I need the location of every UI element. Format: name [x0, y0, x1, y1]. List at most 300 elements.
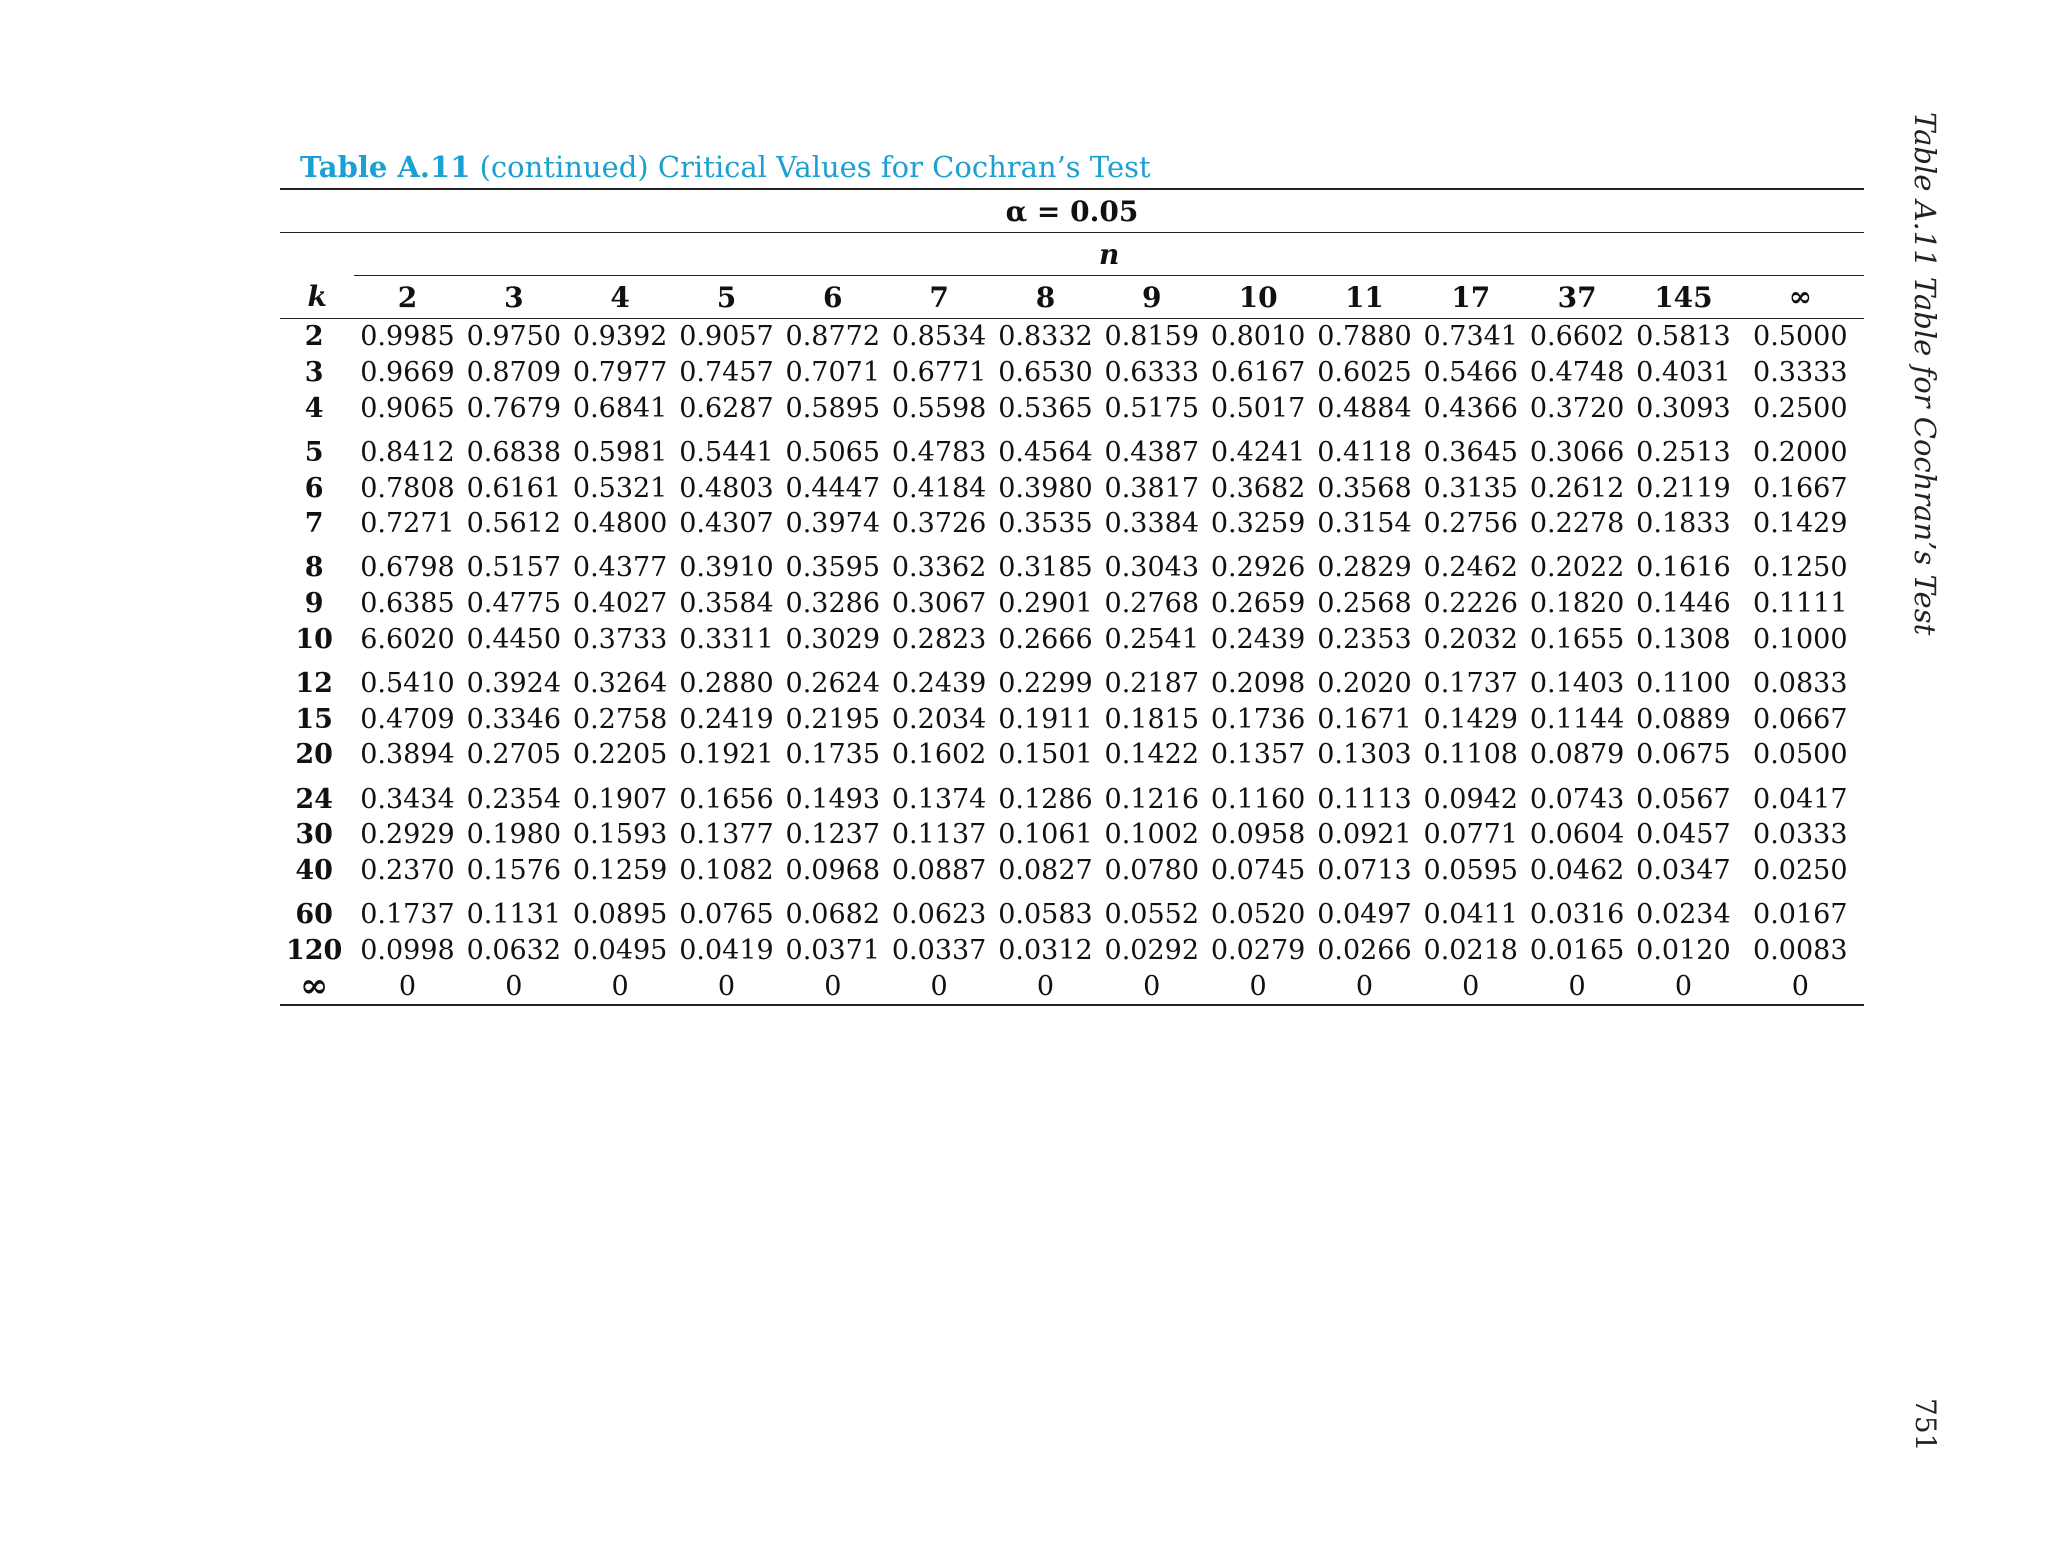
critical-value-cell: 0.1593	[572, 819, 668, 851]
critical-value-cell: 0.5612	[466, 508, 562, 540]
critical-value-cell: 0.0675	[1636, 739, 1731, 771]
critical-value-cell: 0.1671	[1317, 703, 1412, 735]
critical-value-cell: 0.1616	[1636, 552, 1731, 584]
critical-value-cell: 0.3924	[466, 668, 562, 700]
critical-value-cell: 0.1833	[1636, 508, 1731, 540]
critical-value-cell: 0.3535	[998, 508, 1093, 540]
critical-value-cell: 0	[567, 968, 673, 1005]
critical-value-cell: 0.1501	[998, 739, 1093, 771]
critical-value-cell: 0.1111	[1753, 588, 1848, 620]
critical-value-cell: 0.7071	[785, 357, 881, 389]
critical-value-cell: 0.0419	[679, 934, 774, 966]
critical-value-cell: 0.1308	[1636, 623, 1731, 655]
alpha-header: α = 0.05	[280, 189, 1864, 233]
critical-value-cell: 0.3980	[998, 472, 1093, 504]
critical-value-cell: 0.0333	[1753, 819, 1848, 851]
critical-value-cell: 0.1286	[998, 783, 1093, 815]
critical-value-cell: 0	[780, 968, 886, 1005]
critical-value-cell: 0.3154	[1317, 508, 1412, 540]
critical-value-cell: 0.0998	[360, 934, 455, 966]
n-column-header: 9	[1099, 276, 1205, 319]
n-column-header: 8	[992, 276, 1098, 319]
critical-value-cell: 0.1736	[1210, 703, 1306, 735]
critical-value-cell: 0.3264	[572, 668, 668, 700]
critical-value-cell: 0.1374	[891, 783, 987, 815]
critical-value-cell: 0.2032	[1423, 623, 1518, 655]
critical-value-cell: 0.3645	[1423, 436, 1518, 468]
critical-value-cell: 0.5017	[1210, 392, 1306, 424]
n-column-header: 3	[461, 276, 567, 319]
n-column-header: 17	[1418, 276, 1524, 319]
critical-value-cell: 0.0316	[1529, 899, 1625, 931]
critical-value-cell: 0.0165	[1529, 934, 1625, 966]
critical-value-cell: 0.1735	[785, 739, 881, 771]
critical-value-cell: 0.1403	[1529, 668, 1625, 700]
n-column-header: 11	[1311, 276, 1417, 319]
table-row	[280, 817, 1864, 853]
critical-value-cell: 0.3259	[1210, 508, 1306, 540]
critical-value-cell: 0.2901	[998, 588, 1093, 620]
critical-value-cell: 0.1144	[1529, 703, 1625, 735]
critical-value-cell: 0.3333	[1753, 357, 1848, 389]
critical-value-cell: 0.0417	[1753, 783, 1848, 815]
critical-value-cell: 0.0833	[1753, 668, 1848, 700]
critical-value-cell: 0.0411	[1423, 899, 1518, 931]
table-row	[280, 542, 1864, 586]
page-number	[1910, 1398, 1946, 1458]
critical-value-cell: 0.0743	[1529, 783, 1625, 815]
critical-value-cell: 0.1656	[679, 783, 774, 815]
table-row	[280, 622, 1864, 658]
critical-value-cell: 0.2768	[1104, 588, 1200, 620]
critical-value-cell: 0.2187	[1104, 668, 1200, 700]
critical-value-cell: 0.5321	[572, 472, 668, 504]
critical-value-cell: 0.9057	[679, 321, 774, 353]
critical-value-cell: 0.1815	[1104, 703, 1200, 735]
critical-value-cell: 0.1002	[1104, 819, 1200, 851]
critical-value-cell: 0.0520	[1210, 899, 1306, 931]
critical-value-cell: 0.0167	[1753, 899, 1848, 931]
n-column-header: ∞	[1737, 276, 1864, 319]
critical-value-cell: 0.6838	[466, 436, 562, 468]
critical-value-cell: 0.9065	[360, 392, 455, 424]
critical-value-cell: 0.0667	[1753, 703, 1848, 735]
critical-value-cell: 0.8772	[785, 321, 881, 353]
critical-value-cell: 0.1576	[466, 854, 562, 886]
critical-value-cell: 0.2705	[466, 739, 562, 771]
critical-value-cell: 0.1911	[998, 703, 1093, 735]
table-row	[280, 968, 1864, 1005]
critical-value-cell: 0.3286	[785, 588, 881, 620]
critical-value-cell: 0.4031	[1636, 357, 1731, 389]
n-column-header: 10	[1205, 276, 1311, 319]
critical-value-cell: 0.2278	[1529, 508, 1625, 540]
running-head	[1908, 112, 1946, 636]
critical-value-cell: 0.1429	[1753, 508, 1848, 540]
critical-value-cell: 0.0120	[1636, 934, 1731, 966]
critical-value-cell: 0.6841	[572, 392, 668, 424]
critical-value-cell: 0.2541	[1104, 623, 1200, 655]
k-value: ∞	[280, 968, 354, 1005]
critical-value-cell: 0.3595	[785, 552, 881, 584]
critical-value-cell: 0.0895	[572, 899, 668, 931]
critical-value-cell: 0.0218	[1423, 934, 1518, 966]
critical-value-cell: 0.1667	[1753, 472, 1848, 504]
critical-value-cell: 0.4450	[466, 623, 562, 655]
n-column-header: 7	[886, 276, 992, 319]
critical-value-cell: 0.3362	[891, 552, 987, 584]
critical-value-cell: 0.0292	[1104, 934, 1200, 966]
k-value: 7	[304, 508, 324, 540]
critical-value-cell: 0	[1418, 968, 1524, 1005]
critical-value-cell: 0	[1737, 968, 1864, 1005]
critical-value-cell: 0.9392	[572, 321, 668, 353]
critical-value-cell: 0.2299	[998, 668, 1093, 700]
critical-value-cell: 0.1259	[572, 854, 668, 886]
critical-value-cell: 0.7808	[360, 472, 455, 504]
table-row	[280, 657, 1864, 701]
critical-value-cell: 0.4118	[1317, 436, 1412, 468]
critical-value-cell: 0.1602	[891, 739, 987, 771]
critical-value-cell: 0.8332	[998, 321, 1093, 353]
k-value: 8	[304, 552, 324, 584]
critical-value-cell: 0.8709	[466, 357, 562, 389]
critical-value-cell: 0.0567	[1636, 783, 1731, 815]
critical-value-cell: 0.5065	[785, 436, 881, 468]
critical-value-cell: 0.0889	[1636, 703, 1731, 735]
critical-value-cell: 0.4241	[1210, 436, 1306, 468]
critical-value-cell: 0.0765	[679, 899, 774, 931]
critical-value-cell: 0.1000	[1753, 623, 1848, 655]
table-row	[280, 426, 1864, 470]
k-value: 40	[295, 854, 333, 886]
critical-value-cell: 0.8159	[1104, 321, 1200, 353]
critical-value-cell: 0.5441	[679, 436, 774, 468]
critical-value-cell: 0.2659	[1210, 588, 1306, 620]
table-row	[280, 701, 1864, 737]
critical-value-cell: 0	[1205, 968, 1311, 1005]
k-value: 24	[295, 783, 333, 815]
k-value: 20	[295, 739, 333, 771]
critical-value-cell: 0.3135	[1423, 472, 1518, 504]
critical-value-cell: 0.3043	[1104, 552, 1200, 584]
critical-value-cell: 0.1113	[1317, 783, 1412, 815]
critical-value-cell: 0.5365	[998, 392, 1093, 424]
n-header: n	[354, 233, 1864, 276]
critical-value-cell: 0.2829	[1317, 552, 1412, 584]
critical-value-cell: 0.8534	[891, 321, 987, 353]
critical-value-cell: 0.6167	[1210, 357, 1306, 389]
n-column-header: 4	[567, 276, 673, 319]
critical-value-cell: 0.1737	[360, 899, 455, 931]
k-value: 3	[304, 357, 324, 389]
table-row	[280, 390, 1864, 426]
critical-value-cell: 0.0623	[891, 899, 987, 931]
critical-value-cell: 0.0266	[1317, 934, 1412, 966]
critical-value-cell: 0.2439	[891, 668, 987, 700]
critical-value-cell: 0.5813	[1636, 321, 1731, 353]
critical-value-cell: 0.4447	[785, 472, 881, 504]
critical-value-cell: 0.1216	[1104, 783, 1200, 815]
critical-value-cell: 0.4387	[1104, 436, 1200, 468]
critical-value-cell: 0.1137	[891, 819, 987, 851]
critical-value-cell: 0.3584	[679, 588, 774, 620]
critical-value-cell: 0.3726	[891, 508, 987, 540]
n-column-header: 5	[673, 276, 779, 319]
critical-value-cell: 0.0462	[1529, 854, 1625, 886]
critical-value-cell: 0.2513	[1636, 436, 1731, 468]
critical-value-cell: 0.0312	[998, 934, 1093, 966]
critical-value-cell: 0.4377	[572, 552, 668, 584]
critical-value-cell: 0.0495	[572, 934, 668, 966]
critical-value-cell: 0	[673, 968, 779, 1005]
critical-value-cell: 0.4184	[891, 472, 987, 504]
critical-value-cell: 0.2758	[572, 703, 668, 735]
critical-value-cell: 0.6025	[1317, 357, 1412, 389]
n-column-header: 2	[354, 276, 460, 319]
critical-value-cell: 0.3817	[1104, 472, 1200, 504]
critical-value-cell: 0.0968	[785, 854, 881, 886]
blank-header-cell	[280, 233, 354, 276]
table-row	[280, 933, 1864, 969]
critical-value-cell: 0	[1630, 968, 1736, 1005]
table-caption	[300, 150, 1151, 184]
k-value: 4	[304, 392, 324, 424]
critical-value-cell: 0.5598	[891, 392, 987, 424]
critical-value-cell: 0.4564	[998, 436, 1093, 468]
critical-value-cell: 0.0921	[1317, 819, 1412, 851]
critical-value-cell: 0.0632	[466, 934, 562, 966]
critical-value-cell: 0	[354, 968, 460, 1005]
critical-value-cell: 0.1357	[1210, 739, 1306, 771]
critical-value-cell: 0.0083	[1753, 934, 1848, 966]
critical-value-cell: 0.4307	[679, 508, 774, 540]
critical-value-cell: 0.1250	[1753, 552, 1848, 584]
critical-value-cell: 0.5000	[1753, 321, 1848, 353]
critical-value-cell: 0.1160	[1210, 783, 1306, 815]
k-value: 5	[304, 436, 324, 468]
critical-value-cell: 0.0887	[891, 854, 987, 886]
table-row	[280, 355, 1864, 391]
critical-value-cell: 0.7271	[360, 508, 455, 540]
critical-value-cell: 0.3067	[891, 588, 987, 620]
critical-value-cell: 0.2929	[360, 819, 455, 851]
critical-value-cell: 0.0879	[1529, 739, 1625, 771]
critical-value-cell: 0.2098	[1210, 668, 1306, 700]
k-value: 15	[295, 703, 333, 735]
critical-value-cell: 0.0371	[785, 934, 881, 966]
critical-value-cell: 0.5175	[1104, 392, 1200, 424]
critical-value-cell: 0.9985	[360, 321, 455, 353]
critical-value-cell: 0.2926	[1210, 552, 1306, 584]
critical-value-cell: 0.2226	[1423, 588, 1518, 620]
n-column-header: 145	[1630, 276, 1736, 319]
critical-value-cell: 0.1820	[1529, 588, 1625, 620]
k-value: 6	[304, 472, 324, 504]
table-row	[280, 888, 1864, 932]
table-row	[280, 853, 1864, 889]
critical-value-cell: 0.0497	[1317, 899, 1412, 931]
table-row	[280, 470, 1864, 506]
critical-value-cell: 0.2034	[891, 703, 987, 735]
cochran-critical-values-table	[280, 188, 1864, 1006]
critical-value-cell: 0.0500	[1753, 739, 1848, 771]
critical-value-cell: 0.1082	[679, 854, 774, 886]
critical-value-cell: 0.1303	[1317, 739, 1412, 771]
critical-value-cell: 0.1422	[1104, 739, 1200, 771]
critical-value-cell: 0.6602	[1529, 321, 1625, 353]
critical-value-cell: 0.2022	[1529, 552, 1625, 584]
critical-value-cell: 0.5895	[785, 392, 881, 424]
critical-value-cell: 0.0745	[1210, 854, 1306, 886]
critical-value-cell: 0.6771	[891, 357, 987, 389]
critical-value-cell: 0.3974	[785, 508, 881, 540]
critical-value-cell: 0.7679	[466, 392, 562, 424]
critical-value-cell: 0.0942	[1423, 783, 1518, 815]
critical-value-cell: 0.4709	[360, 703, 455, 735]
critical-value-cell: 0.1980	[466, 819, 562, 851]
critical-value-cell: 0.2119	[1636, 472, 1731, 504]
critical-value-cell: 0.2756	[1423, 508, 1518, 540]
table-row	[280, 737, 1864, 773]
critical-value-cell: 0.2020	[1317, 668, 1412, 700]
critical-value-cell: 0.1131	[466, 899, 562, 931]
critical-value-cell: 0.9750	[466, 321, 562, 353]
critical-value-cell: 0.0682	[785, 899, 881, 931]
critical-value-cell: 0.0583	[998, 899, 1093, 931]
critical-value-cell: 0.8412	[360, 436, 455, 468]
critical-value-cell: 0	[1311, 968, 1417, 1005]
critical-value-cell: 0.3346	[466, 703, 562, 735]
critical-value-cell: 0.7977	[572, 357, 668, 389]
critical-value-cell: 0.2370	[360, 854, 455, 886]
critical-value-cell: 0.2568	[1317, 588, 1412, 620]
critical-value-cell: 0.0771	[1423, 819, 1518, 851]
table-row	[280, 586, 1864, 622]
k-value: 30	[295, 819, 333, 851]
critical-value-cell: 0.4783	[891, 436, 987, 468]
critical-value-cell: 6.6020	[360, 623, 455, 655]
critical-value-cell: 0.3720	[1529, 392, 1625, 424]
critical-value-cell: 0.3910	[679, 552, 774, 584]
n-column-header: 37	[1524, 276, 1630, 319]
critical-value-cell: 0.1446	[1636, 588, 1731, 620]
critical-value-cell: 0.3093	[1636, 392, 1731, 424]
n-column-header: 6	[780, 276, 886, 319]
critical-value-cell: 0.0250	[1753, 854, 1848, 886]
critical-value-cell: 0	[992, 968, 1098, 1005]
page-number-text: 751	[1909, 1398, 1942, 1452]
critical-value-cell: 0.1493	[785, 783, 881, 815]
critical-value-cell: 0.5410	[360, 668, 455, 700]
critical-value-cell: 0.0713	[1317, 854, 1412, 886]
critical-value-cell: 0.1655	[1529, 623, 1625, 655]
k-value: 9	[304, 588, 324, 620]
critical-value-cell: 0.4884	[1317, 392, 1412, 424]
critical-value-cell: 0.2624	[785, 668, 881, 700]
table-title: (continued) Critical Values for Cochran’s Test	[479, 150, 1151, 184]
critical-value-cell: 0.4775	[466, 588, 562, 620]
critical-value-cell: 0.7880	[1317, 321, 1412, 353]
critical-value-cell: 0.0347	[1636, 854, 1731, 886]
critical-value-cell: 0.2880	[679, 668, 774, 700]
critical-value-cell: 0.0958	[1210, 819, 1306, 851]
critical-value-cell: 0.4803	[679, 472, 774, 504]
critical-value-cell: 0.2354	[466, 783, 562, 815]
critical-value-cell: 0.7457	[679, 357, 774, 389]
critical-value-cell: 0.0457	[1636, 819, 1731, 851]
running-head-text: Table A.11 Table for Cochran’s Test	[1908, 112, 1942, 636]
critical-value-cell: 0.4027	[572, 588, 668, 620]
critical-value-cell: 0.0595	[1423, 854, 1518, 886]
critical-value-cell: 0.1061	[998, 819, 1093, 851]
critical-value-cell: 0.6287	[679, 392, 774, 424]
critical-value-cell: 0.2353	[1317, 623, 1412, 655]
table-row	[280, 773, 1864, 817]
critical-value-cell: 0	[461, 968, 567, 1005]
critical-value-cell: 0.6530	[998, 357, 1093, 389]
critical-value-cell: 0.3185	[998, 552, 1093, 584]
critical-value-cell: 0.6385	[360, 588, 455, 620]
critical-value-cell: 0.5981	[572, 436, 668, 468]
critical-value-cell: 0.1377	[679, 819, 774, 851]
critical-value-cell: 0.6161	[466, 472, 562, 504]
critical-value-cell: 0.1907	[572, 783, 668, 815]
critical-value-cell: 0.2823	[891, 623, 987, 655]
critical-value-cell: 0.1108	[1423, 739, 1518, 771]
critical-value-cell: 0.1429	[1423, 703, 1518, 735]
critical-value-cell: 0.8010	[1210, 321, 1306, 353]
critical-value-cell: 0.4366	[1423, 392, 1518, 424]
critical-value-cell: 0.3733	[572, 623, 668, 655]
critical-value-cell: 0.1237	[785, 819, 881, 851]
critical-value-cell: 0.7341	[1423, 321, 1518, 353]
critical-value-cell: 0.2439	[1210, 623, 1306, 655]
table-row	[280, 319, 1864, 355]
critical-value-cell: 0.2612	[1529, 472, 1625, 504]
critical-value-cell: 0.5157	[466, 552, 562, 584]
critical-value-cell: 0.0234	[1636, 899, 1731, 931]
critical-value-cell: 0.2000	[1753, 436, 1848, 468]
critical-value-cell: 0.2195	[785, 703, 881, 735]
critical-value-cell: 0.2462	[1423, 552, 1518, 584]
critical-value-cell: 0.3894	[360, 739, 455, 771]
critical-value-cell: 0.2205	[572, 739, 668, 771]
critical-value-cell: 0.0337	[891, 934, 987, 966]
critical-value-cell: 0.2419	[679, 703, 774, 735]
critical-value-cell: 0.2500	[1753, 392, 1848, 424]
critical-value-cell: 0.5466	[1423, 357, 1518, 389]
critical-value-cell: 0.2666	[998, 623, 1093, 655]
critical-value-cell: 0.0604	[1529, 819, 1625, 851]
critical-value-cell: 0.1100	[1636, 668, 1731, 700]
critical-value-cell: 0.0552	[1104, 899, 1200, 931]
critical-value-cell: 0	[1099, 968, 1205, 1005]
k-value: 120	[285, 934, 343, 966]
k-value: 60	[295, 899, 333, 931]
critical-value-cell: 0.3568	[1317, 472, 1412, 504]
table-row	[280, 506, 1864, 542]
critical-value-cell: 0.0279	[1210, 934, 1306, 966]
critical-value-cell: 0.6798	[360, 552, 455, 584]
critical-value-cell: 0	[886, 968, 992, 1005]
k-value: 12	[295, 668, 333, 700]
k-value: 10	[295, 623, 333, 655]
k-value: 2	[304, 321, 324, 353]
critical-value-cell: 0.3029	[785, 623, 881, 655]
critical-value-cell: 0.3311	[679, 623, 774, 655]
critical-value-cell: 0	[1524, 968, 1630, 1005]
